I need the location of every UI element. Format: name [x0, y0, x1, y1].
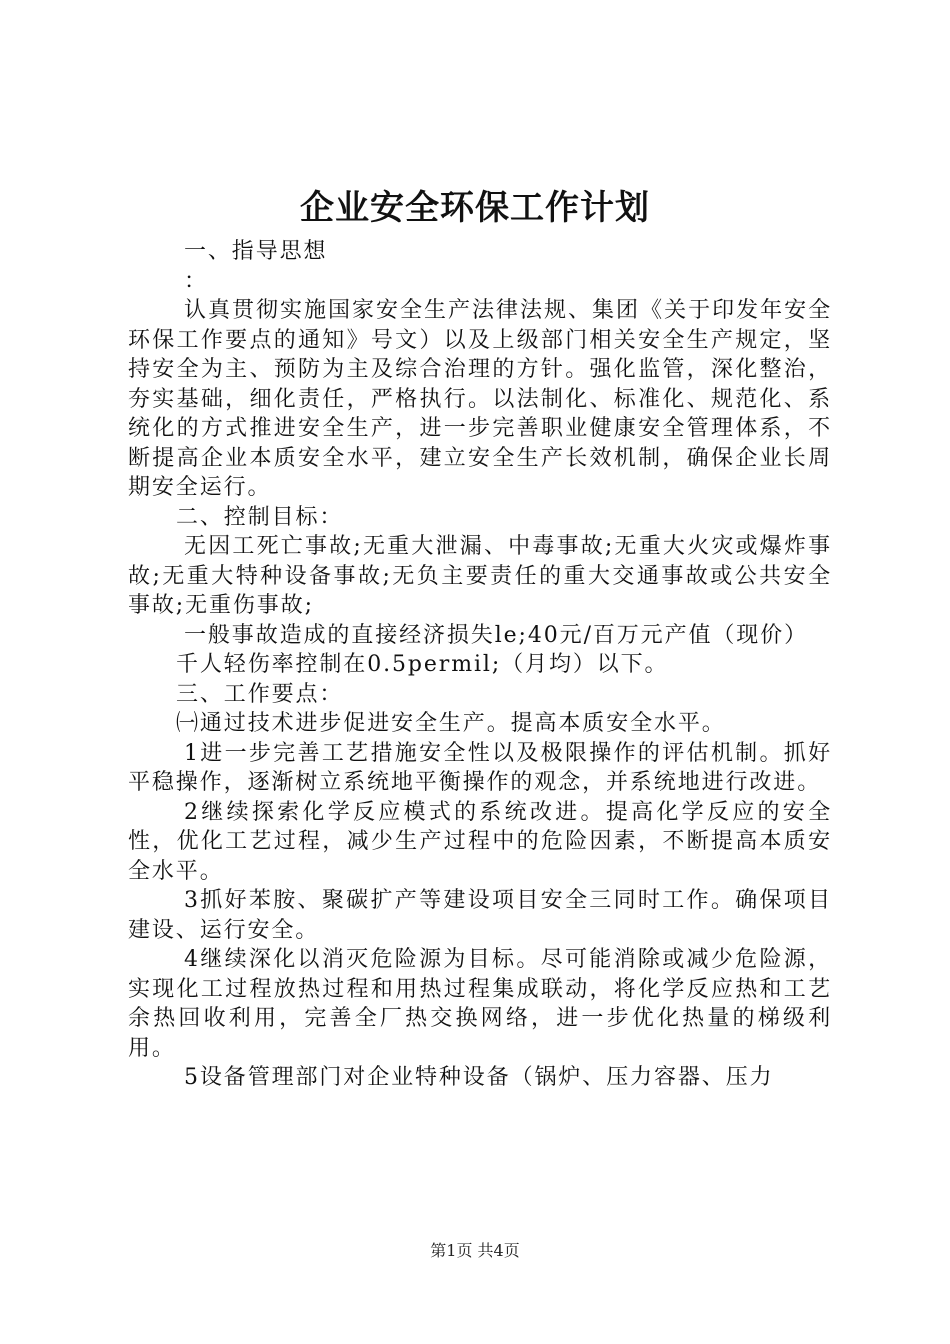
section-heading-control-targets: 二、控制目标： — [176, 504, 344, 530]
list-item-5: 5设备管理部门对企业特种设备（锅炉、压力容器、压力 — [184, 1065, 774, 1090]
list-item-3: 3抓好苯胺、聚碳扩产等建设项目安全三同时工作。确保项目建设、运行安全。 — [128, 888, 832, 943]
document-title: 企业安全环保工作计划 — [300, 188, 650, 228]
section-heading-work-points: 三、工作要点： — [176, 681, 344, 707]
document-body — [128, 237, 832, 1093]
page-footer: 第1页 共4页 — [430, 1241, 520, 1260]
colon-line: ： — [184, 268, 208, 294]
list-item-4: 4继续深化以消灭危险源为目标。尽可能消除或减少危险源，实现化工过程放热过程和用热过程集成联动，将化学反应热和工艺余热回收利用，完善全厂热交换网络，进一步优化热量的梯级利用。 — [128, 947, 832, 1061]
list-item-1: 1进一步完善工艺措施安全性以及极限操作的评估机制。抓好平稳操作，逐渐树立系统地平衡操作的观念，并系统地进行改进。 — [128, 740, 832, 795]
subsection-heading-technology: ㈠通过技术进步促进安全生产。提高本质安全水平。 — [176, 711, 726, 736]
list-item-2: 2继续探索化学反应模式的系统改进。提高化学反应的安全性，优化工艺过程，减少生产过程中的危险因素，不断提高本质安全水平。 — [128, 799, 832, 884]
paragraph-targets-economic-loss: 一般事故造成的直接经济损失le;40元/百万元产值（现价） — [184, 622, 808, 648]
paragraph-targets-accidents: 无因工死亡事故;无重大泄漏、中毒事故;无重大火灾或爆炸事故;无重大特种设备事故;无负主要责任的重大交通事故或公共安全事故;无重伤事故; — [128, 534, 832, 618]
paragraph-guiding-ideology: 认真贯彻实施国家安全生产法律法规、集团《关于印发年安全环保工作要点的通知》号文）以及上级部门相关安全生产规定，坚持安全为主、预防为主及综合治理的方针。强化监管，深化整治，夯实基础，细化责任，严格执行。以法制化、标准化、规范化、系统化的方式推进安全生产，进一步完善职业健康安全管理体系，不断提高企业本质安全水平，建立安全生产长效机制，确保企业长周期安全运行。 — [128, 298, 832, 500]
section-heading-guiding-ideology: 一、指导思想 — [184, 239, 328, 264]
paragraph-targets-injury-rate: 千人轻伤率控制在0.5permil;（月均）以下。 — [176, 652, 669, 677]
